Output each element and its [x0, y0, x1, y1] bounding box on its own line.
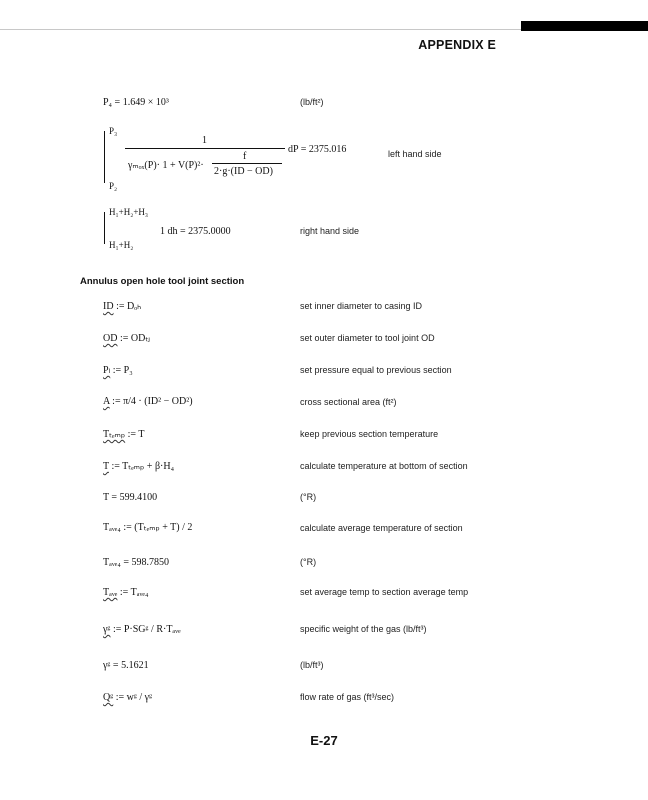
integral-inner-fraction-bar — [212, 163, 282, 164]
integral-lower-limit: P₂ — [109, 181, 118, 191]
eq-t-value: T = 599.4100 — [103, 492, 158, 503]
note-outer-diameter: set outer diameter to tool joint OD — [300, 333, 435, 343]
integral-denominator-left: γₘₒₓ(P)· 1 + V(P)²· — [128, 160, 204, 171]
page-number: E-27 — [310, 733, 338, 748]
note-rankine-1: (°R) — [300, 492, 317, 502]
note-pressure: set pressure equal to previous section — [300, 365, 452, 375]
eq-tave4-value: Tₐᵥₑ₄ = 598.7850 — [103, 557, 169, 568]
eq-lhs-tave4: Tₐᵥₑ₄ := (Tₜₑₘₚ + T) / 2 — [103, 522, 193, 533]
note-rankine-2: (°R) — [300, 557, 317, 567]
eq-lhs-t: T := Tₜₑₘₚ + β·H₄ — [103, 461, 175, 472]
integral-fraction-bar — [125, 148, 285, 149]
note-flow-rate: flow rate of gas (ft³/sec) — [300, 692, 395, 702]
eq-lhs-ttemp: Tₜₑₘₚ := T — [103, 429, 145, 440]
integral2-lower-limit: H₁+H₂ — [109, 240, 134, 250]
note-keep-temperature: keep previous section temperature — [300, 429, 439, 439]
integral2-upper-limit: H₁+H₂+H₃ — [109, 207, 149, 217]
eq-lhs-od: OD := ODₜⱼ — [103, 333, 151, 344]
section-title: Annulus open hole tool joint section — [80, 276, 245, 287]
integral-sign — [104, 212, 105, 244]
header-black-bar — [521, 21, 648, 31]
pa-unit: (lb/ft²) — [300, 97, 324, 107]
note-area: cross sectional area (ft²) — [300, 397, 397, 407]
integral-right-result: 1 dh = 2375.0000 — [160, 226, 231, 237]
integral-numerator: 1 — [202, 135, 207, 146]
note-set-average-temp: set average temp to section average temp — [300, 587, 469, 597]
eq-lhs-area: A := π/4 · (ID² − OD²) — [103, 396, 193, 407]
integral-inner-denominator: 2·g·(ID − OD) — [214, 166, 273, 177]
eq-lhs-qg: Qᵍ := wᵍ / γᵍ — [103, 692, 153, 703]
note-specific-weight: specific weight of the gas (lb/ft³) — [300, 624, 427, 634]
left-hand-side-note: left hand side — [388, 149, 442, 159]
note-inner-diameter: set inner diameter to casing ID — [300, 301, 423, 311]
integral-upper-limit: P₃ — [109, 126, 118, 136]
integral-inner-numerator: f — [243, 151, 247, 162]
integral-left-result: dP = 2375.016 — [288, 144, 347, 155]
right-hand-side-note: right hand side — [300, 226, 360, 236]
integral-sign — [104, 131, 105, 183]
eq-lhs-pressure: Pₗ := P₃ — [103, 365, 133, 376]
eq-lhs-gamma: γᵍ := P·SGᵍ / R·Tₐᵥₑ — [103, 624, 181, 635]
pa-equation: P₄ = 1.649 × 10³ — [103, 97, 169, 108]
eq-gamma-value: γᵍ = 5.1621 — [103, 660, 149, 671]
note-average-temperature: calculate average temperature of section — [300, 523, 463, 533]
eq-lhs-tave: Tₐᵥₑ := Tₐᵥₑ₄ — [103, 587, 149, 598]
eq-lhs-id: ID := Dₒₕ — [103, 301, 142, 312]
appendix-heading: APPENDIX E — [418, 38, 496, 52]
note-bottom-temperature: calculate temperature at bottom of section — [300, 461, 468, 471]
note-lbft3: (lb/ft³) — [300, 660, 324, 670]
